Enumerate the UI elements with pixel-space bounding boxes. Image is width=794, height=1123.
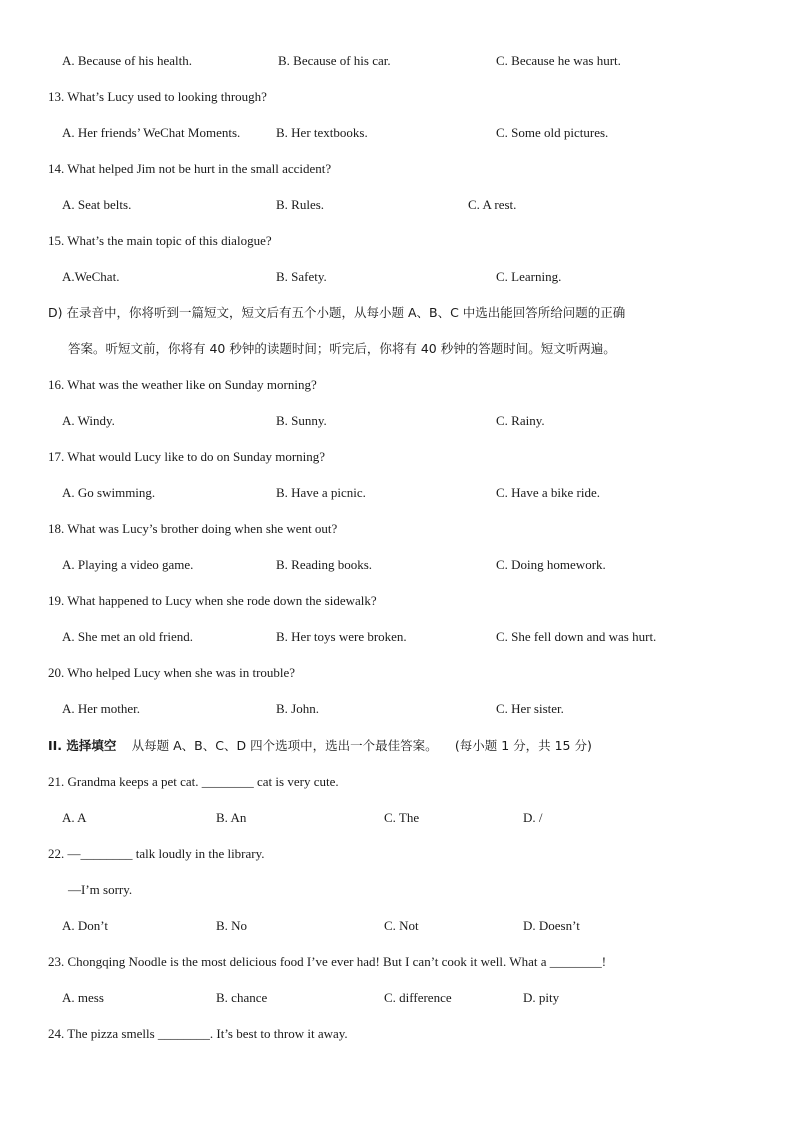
q22-reply: —I’m sorry.: [68, 882, 133, 897]
q20-option-a: A. Her mother.: [62, 701, 140, 716]
q21-question: 21. Grandma keeps a pet cat. ________ cat is very cute.: [48, 774, 339, 789]
section-ii-score: (每小题 1 分，共 15 分): [454, 738, 592, 753]
section-ii-title: II. 选择填空: [48, 738, 117, 753]
q21-option-c: C. The: [384, 810, 420, 825]
q16-option-a: A. Windy.: [62, 413, 115, 428]
q20-question: 20. Who helped Lucy when she was in trouble?: [48, 665, 296, 680]
q15-question: 15. What’s the main topic of this dialogue?: [48, 233, 272, 248]
q17-option-c: C. Have a bike ride.: [496, 485, 600, 500]
q22-option-b: B. No: [216, 918, 248, 933]
q20-option-b: B. John.: [276, 701, 319, 716]
q15-option-b: B. Safety.: [276, 269, 327, 284]
q17-option-a: A. Go swimming.: [62, 485, 156, 500]
q22-option-d: D. Doesn’t: [523, 918, 580, 933]
q19-option-a: A. She met an old friend.: [62, 629, 194, 644]
q15-option-a: A.WeChat.: [62, 269, 120, 284]
q16-option-c: C. Rainy.: [496, 413, 545, 428]
q16-question: 16. What was the weather like on Sunday morning?: [48, 377, 317, 392]
q12-option-b: B. Because of his car.: [278, 53, 391, 68]
q23-question: 23. Chongqing Noodle is the most delicious food I’ve ever had! But I can’t cook it well. What a ________!: [48, 954, 607, 969]
section-d-instruction-line2: 答案。听短文前，你将有 40 秒钟的读题时间；听完后，你将有 40 秒钟的答题时间。短文听两遍。: [68, 341, 616, 356]
q14-option-a: A. Seat belts.: [62, 197, 132, 212]
q22-option-c: C. Not: [384, 918, 419, 933]
q20-option-c: C. Her sister.: [496, 701, 564, 716]
q13-option-b: B. Her textbooks.: [276, 125, 368, 140]
section-ii-header: [48, 738, 592, 754]
q19-option-b: B. Her toys were broken.: [276, 629, 407, 644]
q13-option-c: C. Some old pictures.: [496, 125, 609, 140]
q21-option-b: B. An: [216, 810, 247, 825]
q23-option-b: B. chance: [216, 990, 268, 1005]
q13-question: 13. What’s Lucy used to looking through?: [48, 89, 267, 104]
q17-option-b: B. Have a picnic.: [276, 485, 366, 500]
q12-option-a: A. Because of his health.: [62, 53, 192, 68]
q14-option-b: B. Rules.: [276, 197, 325, 212]
q21-option-d: D. /: [523, 810, 543, 825]
q22-question: 22. —________ talk loudly in the library.: [48, 846, 265, 861]
q14-question: 14. What helped Jim not be hurt in the small accident?: [48, 161, 332, 176]
q19-question: 19. What happened to Lucy when she rode down the sidewalk?: [48, 593, 377, 608]
q17-question: 17. What would Lucy like to do on Sunday morning?: [48, 449, 326, 464]
q13-option-a: A. Her friends’ WeChat Moments.: [62, 125, 241, 140]
q18-option-c: C. Doing homework.: [496, 557, 606, 572]
q23-option-a: A. mess: [62, 990, 104, 1005]
q18-option-b: B. Reading books.: [276, 557, 373, 572]
q12-option-c: C. Because he was hurt.: [496, 53, 621, 68]
q23-option-d: D. pity: [523, 990, 560, 1005]
q18-option-a: A. Playing a video game.: [62, 557, 194, 572]
q19-option-c: C. She fell down and was hurt.: [496, 629, 657, 644]
q23-option-c: C. difference: [384, 990, 452, 1005]
q14-option-c: C. A rest.: [468, 197, 517, 212]
q16-option-b: B. Sunny.: [276, 413, 327, 428]
q22-option-a: A. Don’t: [62, 918, 108, 933]
q24-question: 24. The pizza smells ________. It’s best to throw it away.: [48, 1026, 348, 1041]
q21-option-a: A. A: [62, 810, 87, 825]
q15-option-c: C. Learning.: [496, 269, 562, 284]
section-d-instruction-line1: D) 在录音中，你将听到一篇短文，短文后有五个小题，从每小题 A、B、C 中选出能回答所给问题的正确: [48, 305, 626, 320]
section-ii-instruction: 从每题 A、B、C、D 四个选项中，选出一个最佳答案。: [131, 738, 438, 753]
q18-question: 18. What was Lucy’s brother doing when she went out?: [48, 521, 338, 536]
